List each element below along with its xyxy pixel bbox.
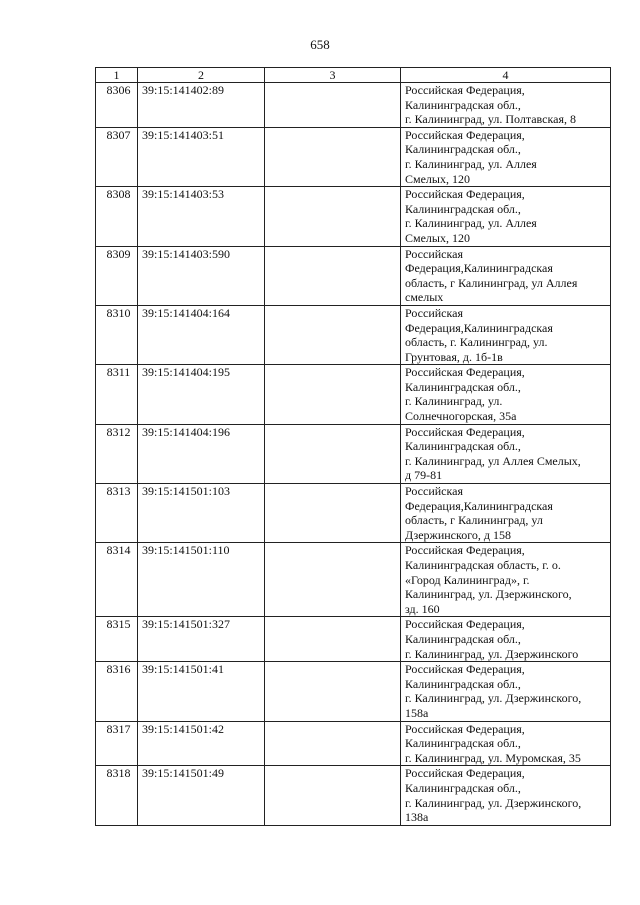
column-3-cell — [265, 484, 401, 543]
header-col-2: 2 — [138, 68, 265, 83]
row-number: 8308 — [96, 187, 138, 246]
row-number: 8306 — [96, 83, 138, 128]
address-line: Грунтовая, д. 1б-1в — [405, 349, 503, 364]
address-line: Российская Федерация, — [405, 187, 525, 202]
address-line: Российская Федерация, — [405, 543, 525, 558]
address-line: Федерация,Калининградская — [405, 320, 553, 335]
page-number: 658 — [310, 37, 330, 52]
address-line: Калининградская обл., — [405, 736, 521, 751]
address-line: Калининградская обл., — [405, 97, 521, 112]
column-3-cell — [265, 127, 401, 186]
address-line: Калининградская обл., — [405, 676, 521, 691]
address-line: Российская — [405, 305, 463, 320]
address-line: г. Калининград, ул. Полтавская, 8 — [405, 112, 576, 127]
registry-table — [95, 67, 611, 826]
address-line: область, г Калининград, ул — [405, 513, 543, 528]
table-row — [96, 721, 611, 766]
header-col-1: 1 — [96, 68, 138, 83]
address-cell — [401, 721, 611, 766]
table-row — [96, 246, 611, 305]
row-number: 8316 — [96, 662, 138, 721]
address-cell — [401, 484, 611, 543]
address-line: Калининградская обл., — [405, 439, 521, 454]
cadastral-number: 39:15:141501:327 — [138, 617, 265, 662]
cadastral-number: 39:15:141404:164 — [138, 305, 265, 364]
address-cell — [401, 83, 611, 128]
column-3-cell — [265, 662, 401, 721]
address-line: 158а — [405, 705, 429, 720]
address-cell — [401, 187, 611, 246]
table-row — [96, 617, 611, 662]
cadastral-number: 39:15:141403:590 — [138, 246, 265, 305]
row-number: 8310 — [96, 305, 138, 364]
address-cell — [401, 617, 611, 662]
table-row — [96, 127, 611, 186]
header-row — [96, 68, 611, 83]
cadastral-number: 39:15:141501:103 — [138, 484, 265, 543]
address-line: г. Калининград, ул. — [405, 394, 503, 409]
address-line: Российская Федерация, — [405, 617, 525, 632]
address-line: «Город Калининград», г. — [405, 572, 530, 587]
address-line: Калининградская область, г. о. — [405, 558, 561, 572]
cadastral-number: 39:15:141501:49 — [138, 766, 265, 825]
address-line: Калининградская обл., — [405, 379, 521, 394]
table-row — [96, 766, 611, 825]
row-number: 8315 — [96, 617, 138, 662]
row-number: 8318 — [96, 766, 138, 825]
cadastral-number: 39:15:141501:41 — [138, 662, 265, 721]
address-cell — [401, 543, 611, 617]
address-line: Российская Федерация, — [405, 83, 525, 97]
cadastral-number: 39:15:141403:53 — [138, 187, 265, 246]
address-line: область, г Калининград, ул Аллея — [405, 275, 578, 290]
header-col-4: 4 — [401, 68, 611, 83]
column-3-cell — [265, 187, 401, 246]
address-cell — [401, 662, 611, 721]
address-line: Калининградская обл., — [405, 142, 521, 157]
address-line: Дзержинского, д 158 — [405, 527, 511, 542]
row-number: 8314 — [96, 543, 138, 617]
row-number: 8311 — [96, 365, 138, 424]
address-cell — [401, 766, 611, 825]
address-cell — [401, 127, 611, 186]
address-line: г. Калининград, ул. Дзержинского, — [405, 691, 582, 706]
address-line: г. Калининград, ул Аллея Смелых, — [405, 453, 581, 468]
address-line: Калининградская обл., — [405, 201, 521, 216]
address-cell — [401, 305, 611, 364]
table-row — [96, 424, 611, 483]
row-number: 8309 — [96, 246, 138, 305]
table-row — [96, 543, 611, 617]
address-line: г. Калининград, ул. Дзержинского — [405, 646, 579, 661]
cadastral-number: 39:15:141501:42 — [138, 721, 265, 766]
address-line: смелых — [405, 290, 444, 305]
address-line: д 79-81 — [405, 468, 443, 483]
address-line: область, г. Калининград, ул. — [405, 335, 548, 350]
address-line: Калининградская обл., — [405, 631, 521, 646]
address-line: Российская Федерация, — [405, 365, 525, 380]
column-3-cell — [265, 246, 401, 305]
address-line: г. Калининград, ул. Аллея — [405, 156, 537, 171]
row-number: 8312 — [96, 424, 138, 483]
address-line: Калининградская обл., — [405, 780, 521, 795]
column-3-cell — [265, 721, 401, 766]
table-row — [96, 365, 611, 424]
address-line: г. Калининград, ул. Дзержинского, — [405, 795, 582, 810]
table-row — [96, 662, 611, 721]
cadastral-number: 39:15:141404:196 — [138, 424, 265, 483]
address-cell — [401, 365, 611, 424]
cadastral-number: 39:15:141402:89 — [138, 83, 265, 128]
address-line: 138а — [405, 810, 429, 825]
row-number: 8317 — [96, 721, 138, 766]
address-line: Федерация,Калининградская — [405, 498, 553, 513]
table-row — [96, 83, 611, 128]
address-line: Российская Федерация, — [405, 721, 525, 736]
address-cell — [401, 246, 611, 305]
address-line: Российская Федерация, — [405, 424, 525, 439]
table-body — [96, 83, 611, 826]
column-3-cell — [265, 766, 401, 825]
address-line: Калининград, ул. Дзержинского, — [405, 587, 572, 602]
address-line: зд. 160 — [405, 601, 440, 616]
address-line: г. Калининград, ул. Аллея — [405, 216, 537, 231]
address-line: Российская Федерация, — [405, 662, 525, 677]
address-line: Российская — [405, 484, 463, 499]
address-line: Смелых, 120 — [405, 230, 470, 245]
cadastral-number: 39:15:141403:51 — [138, 127, 265, 186]
address-line: Солнечногорская, 35а — [405, 409, 517, 424]
column-3-cell — [265, 617, 401, 662]
row-number: 8313 — [96, 484, 138, 543]
address-line: Российская — [405, 246, 463, 261]
column-3-cell — [265, 424, 401, 483]
address-line: Российская Федерация, — [405, 127, 525, 142]
table-row — [96, 187, 611, 246]
column-3-cell — [265, 365, 401, 424]
column-3-cell — [265, 83, 401, 128]
address-line: Федерация,Калининградская — [405, 261, 553, 276]
column-3-cell — [265, 543, 401, 617]
table-row — [96, 305, 611, 364]
address-line: Смелых, 120 — [405, 171, 470, 186]
address-line: Российская Федерация, — [405, 766, 525, 781]
cadastral-number: 39:15:141404:195 — [138, 365, 265, 424]
cadastral-number: 39:15:141501:110 — [138, 543, 265, 617]
address-line: г. Калининград, ул. Муромская, 35 — [405, 750, 581, 765]
row-number: 8307 — [96, 127, 138, 186]
column-3-cell — [265, 305, 401, 364]
table-row — [96, 484, 611, 543]
header-col-3: 3 — [265, 68, 401, 83]
address-cell — [401, 424, 611, 483]
